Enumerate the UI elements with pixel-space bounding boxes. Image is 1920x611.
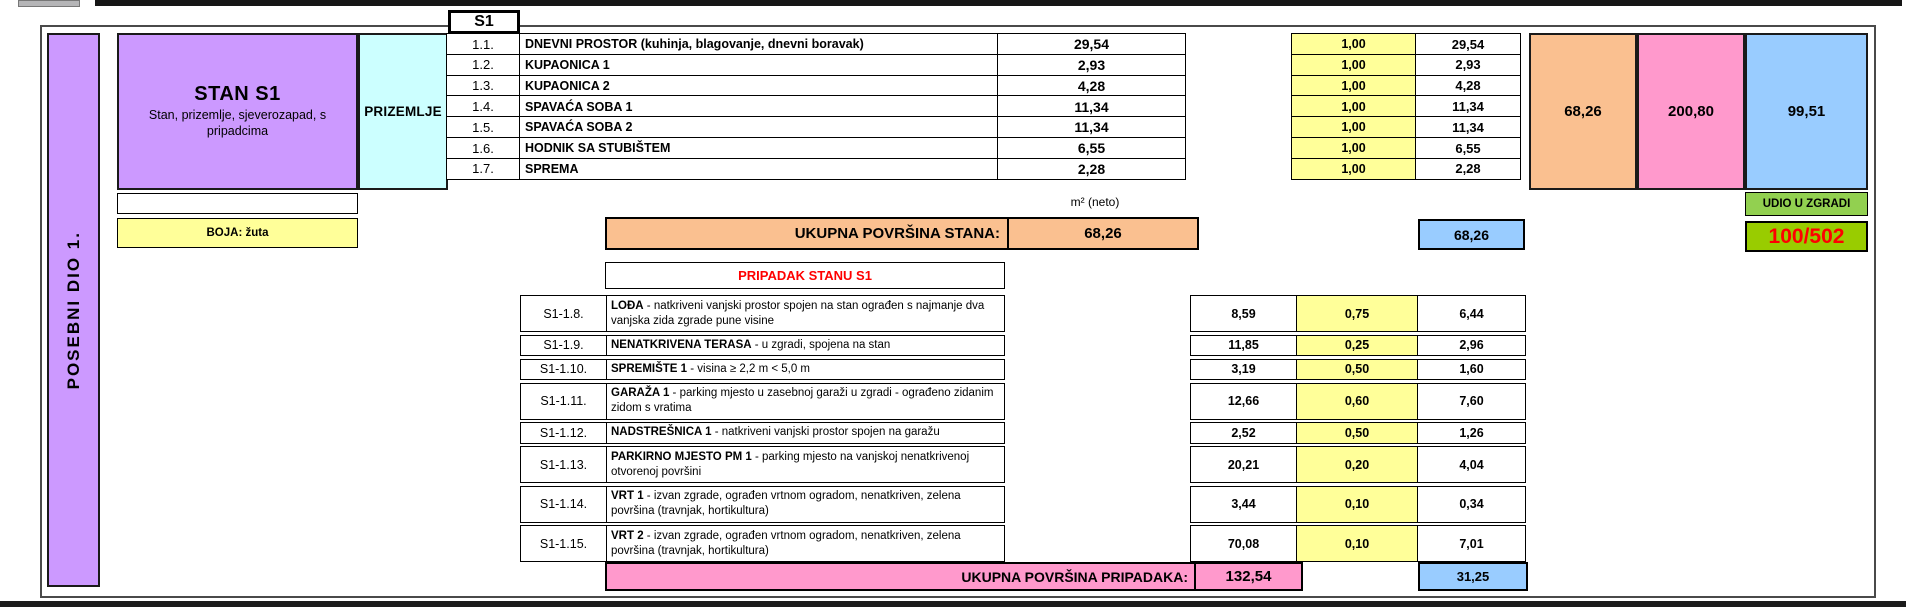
appurtenance-factor-cell: 0,25 <box>1296 336 1417 356</box>
room-factor-cell: 1,00 <box>1292 159 1415 179</box>
apartment-area-value: 68,26 <box>1564 103 1602 120</box>
reduced-area-value: 99,51 <box>1787 103 1826 120</box>
appurtenance-factor-cell: 0,20 <box>1296 447 1417 482</box>
room-name-cell: KUPAONICA 2 <box>519 76 997 96</box>
column-gap <box>1186 33 1291 55</box>
appurtenances-header-label: PRIPADAK STANU S1 <box>738 268 872 283</box>
column-gap <box>1005 486 1190 523</box>
appurtenance-number-cell: S1-1.14. <box>539 497 588 511</box>
total-area-value: 200,80 <box>1668 103 1714 120</box>
room-row-main-segment <box>446 137 1186 159</box>
appurtenance-row-values-segment <box>1190 335 1526 357</box>
column-gap <box>1005 422 1190 444</box>
floor-card <box>358 33 448 190</box>
appurtenances-header <box>605 262 1005 289</box>
room-row-factor-segment <box>1291 95 1521 117</box>
room-area-cell: 6,55 <box>997 138 1185 158</box>
appurtenance-row-values-segment <box>1190 486 1526 523</box>
column-gap <box>1186 158 1291 180</box>
room-row <box>446 95 1546 117</box>
appurtenance-description: - parking mjesto u zasebnoj garaži u zgradi - ograđeno zidanim zidom s vratima <box>611 387 994 414</box>
room-number-cell: 1.6. <box>472 140 494 156</box>
appurtenance-row-values-segment <box>1190 422 1526 444</box>
appurtenance-row-values-segment <box>1190 383 1526 420</box>
appurtenance-row-values-segment <box>1190 359 1526 381</box>
appurtenances-reduced-total-box <box>1418 562 1528 591</box>
column-gap <box>1186 95 1291 117</box>
room-reduced-area-cell: 11,34 <box>1415 117 1520 137</box>
appurtenance-term: PARKIRNO MJESTO PM 1 <box>611 450 752 463</box>
room-row <box>446 116 1546 138</box>
appurtenance-row-main-segment <box>520 295 1005 332</box>
appurtenance-reduced-area-cell: 7,01 <box>1417 526 1525 561</box>
previous-section-border <box>95 0 1902 6</box>
appurtenance-description-cell <box>606 360 1004 380</box>
appurtenance-reduced-area-cell: 0,34 <box>1417 487 1525 522</box>
appurtenance-area-cell: 3,19 <box>1231 362 1256 377</box>
room-reduced-area-cell: 11,34 <box>1415 96 1520 116</box>
appurtenance-description: - parking mjesto na vanjskoj nenatkrivenoj otvorenoj površini <box>611 450 970 478</box>
room-reduced-area-cell: 6,55 <box>1415 138 1520 158</box>
appurtenance-term: NENATKRIVENA TERASA <box>611 338 752 351</box>
appurtenance-row <box>520 359 1530 381</box>
section-label: POSEBNI DIO 1. <box>63 230 83 390</box>
appurtenance-area-cell: 11,85 <box>1228 338 1259 353</box>
room-number-cell: 1.7. <box>472 161 494 177</box>
room-factor-cell: 1,00 <box>1292 138 1415 158</box>
room-row-main-segment <box>446 158 1186 180</box>
appurtenance-row-values-segment <box>1190 295 1526 332</box>
apartment-total-value: 68,26 <box>1007 219 1197 248</box>
appurtenance-number-cell: S1-1.13. <box>539 457 588 472</box>
appurtenance-number-cell: S1-1.11. <box>540 394 587 408</box>
color-note-box <box>117 218 358 248</box>
room-factor-cell: 1,00 <box>1292 34 1415 54</box>
appurtenance-description-cell <box>606 296 1004 331</box>
room-name-cell: SPREMA <box>519 159 997 179</box>
room-row <box>446 75 1546 97</box>
column-gap <box>1005 359 1190 381</box>
appurtenance-description-cell <box>606 336 1004 356</box>
room-area-cell: 2,93 <box>997 55 1185 75</box>
apartment-area-block <box>1529 33 1637 190</box>
room-row <box>446 158 1546 180</box>
appurtenance-number-cell: S1-1.10. <box>539 362 588 377</box>
building-share-value: 100/502 <box>1768 224 1845 248</box>
appurtenance-factor-cell: 0,50 <box>1296 423 1417 443</box>
column-gap <box>1186 75 1291 97</box>
column-gap <box>1005 335 1190 357</box>
appurtenance-description-cell <box>606 526 1004 561</box>
room-row-main-segment <box>446 95 1186 117</box>
column-gap <box>1005 525 1190 562</box>
appurtenance-row-main-segment <box>520 422 1005 444</box>
appurtenance-factor-cell: 0,75 <box>1296 296 1417 331</box>
column-gap <box>1005 383 1190 420</box>
appurtenance-row <box>520 525 1530 562</box>
unit-note: m² (neto) <box>1070 195 1120 209</box>
room-area-cell: 2,28 <box>997 159 1185 179</box>
appurtenance-row-main-segment <box>520 486 1005 523</box>
appurtenance-reduced-area-cell: 7,60 <box>1417 384 1525 419</box>
room-area-cell: 29,54 <box>997 34 1185 54</box>
appurtenance-area-cell: 20,21 <box>1227 457 1260 472</box>
appurtenance-row <box>520 295 1530 332</box>
appurtenance-description-cell <box>606 384 1004 419</box>
apartment-title: STAN S1 <box>194 83 281 106</box>
apartment-subtitle: Stan, prizemlje, sjeverozapad, s pripadcima <box>148 108 327 138</box>
appurtenance-term: LOĐA <box>611 299 644 312</box>
appurtenance-row <box>520 335 1530 357</box>
apartment-card <box>117 33 358 190</box>
appurtenances-total-bar <box>605 562 1303 591</box>
room-reduced-area-cell: 4,28 <box>1415 76 1520 96</box>
appurtenance-area-cell: 2,52 <box>1231 425 1256 440</box>
appurtenance-area-cell: 70,08 <box>1227 536 1260 551</box>
appurtenance-description: - visina ≥ 2,2 m < 5,0 m <box>687 362 811 375</box>
column-gap <box>1005 446 1190 483</box>
appurtenance-row-values-segment <box>1190 446 1526 483</box>
room-row <box>446 54 1546 76</box>
appurtenances-total-label: UKUPNA POVRŠINA PRIPADAKA: <box>961 568 1188 585</box>
floor-label: PRIZEMLJE <box>364 104 442 119</box>
appurtenance-number-cell: S1-1.12. <box>539 425 588 440</box>
appurtenance-area-cell: 3,44 <box>1231 497 1256 511</box>
appurtenance-row-values-segment <box>1190 525 1526 562</box>
appurtenance-reduced-area-cell: 2,96 <box>1417 336 1525 356</box>
appurtenance-row-main-segment <box>520 383 1005 420</box>
room-row-factor-segment <box>1291 158 1521 180</box>
room-number-cell: 1.1. <box>472 36 494 52</box>
appurtenance-reduced-area-cell: 6,44 <box>1417 296 1525 331</box>
appurtenance-number-cell: S1-1.9. <box>543 338 584 353</box>
column-gap <box>1186 54 1291 76</box>
room-number-cell: 1.2. <box>472 57 494 73</box>
appurtenance-description-cell <box>606 447 1004 482</box>
appurtenances-total-value: 132,54 <box>1194 564 1301 589</box>
building-share-header <box>1745 192 1868 216</box>
reduced-area-block <box>1745 33 1868 190</box>
appurtenance-reduced-area-cell: 4,04 <box>1417 447 1525 482</box>
appurtenances-table <box>520 295 1530 565</box>
appurtenance-description: - natkriveni vanjski prostor spojen na stan ograđen s najmanje dva vanjska zida zgrade pune visine <box>611 299 985 327</box>
room-row <box>446 137 1546 159</box>
appurtenance-term: SPREMIŠTE 1 <box>611 362 688 375</box>
room-name-cell: SPAVAĆA SOBA 1 <box>519 96 997 116</box>
room-row-factor-segment <box>1291 54 1521 76</box>
room-name-cell: DNEVNI PROSTOR (kuhinja, blagovanje, dnevni boravak) <box>519 34 997 54</box>
room-area-cell: 11,34 <box>997 96 1185 116</box>
appurtenance-description-cell <box>606 423 1004 443</box>
room-row-factor-segment <box>1291 137 1521 159</box>
appurtenance-factor-cell: 0,50 <box>1296 360 1417 380</box>
room-factor-cell: 1,00 <box>1292 76 1415 96</box>
appurtenance-row-main-segment <box>520 525 1005 562</box>
room-name-cell: KUPAONICA 1 <box>519 55 997 75</box>
room-row-factor-segment <box>1291 33 1521 55</box>
room-row-factor-segment <box>1291 75 1521 97</box>
column-gap <box>1186 116 1291 138</box>
appurtenance-factor-cell: 0,10 <box>1296 526 1417 561</box>
appurtenance-row-main-segment <box>520 359 1005 381</box>
room-reduced-area-cell: 2,28 <box>1415 159 1520 179</box>
appurtenance-row <box>520 422 1530 444</box>
appurtenance-term: NADSTREŠNICA 1 <box>611 426 712 439</box>
appurtenance-row <box>520 486 1530 523</box>
appurtenance-number-cell: S1-1.8. <box>543 306 584 321</box>
room-name-cell: SPAVAĆA SOBA 2 <box>519 117 997 137</box>
building-share-label: UDIO U ZGRADI <box>1762 198 1851 210</box>
room-number-cell: 1.4. <box>472 99 494 115</box>
room-row <box>446 33 1546 55</box>
appurtenance-reduced-area-cell: 1,26 <box>1417 423 1525 443</box>
appurtenance-term: GARAŽA 1 <box>611 387 670 400</box>
unit-header-label: S1 <box>474 13 494 30</box>
room-row-main-segment <box>446 33 1186 55</box>
appurtenance-description: - izvan zgrade, ograđen vrtnom ogradom, nenatkriven, zelena površina (travnjak, hortikultura) <box>611 529 961 557</box>
appurtenance-description: - natkriveni vanjski prostor spojen na garažu <box>711 426 940 439</box>
appurtenance-description-cell <box>606 487 1004 522</box>
room-row-main-segment <box>446 54 1186 76</box>
appurtenance-factor-cell: 0,60 <box>1296 384 1417 419</box>
appurtenance-row <box>520 383 1530 420</box>
appurtenance-factor-cell: 0,10 <box>1296 487 1417 522</box>
room-number-cell: 1.3. <box>472 78 494 94</box>
room-name-cell: HODNIK SA STUBIŠTEM <box>519 138 997 158</box>
rooms-table <box>446 33 1546 180</box>
appurtenance-area-cell: 8,59 <box>1231 306 1256 321</box>
room-row-main-segment <box>446 116 1186 138</box>
room-factor-cell: 1,00 <box>1292 55 1415 75</box>
building-share-box <box>1745 221 1868 252</box>
next-section-border <box>0 601 1906 607</box>
apartment-total-bar <box>605 217 1199 250</box>
appurtenance-row-main-segment <box>520 446 1005 483</box>
appurtenance-row <box>520 446 1530 483</box>
column-gap <box>1186 137 1291 159</box>
room-row-main-segment <box>446 75 1186 97</box>
appurtenance-row-main-segment <box>520 335 1005 357</box>
room-reduced-area-cell: 2,93 <box>1415 55 1520 75</box>
appurtenance-reduced-area-cell: 1,60 <box>1417 360 1525 380</box>
empty-box <box>117 193 358 214</box>
apartment-total-label: UKUPNA POVRŠINA STANA: <box>794 225 1000 242</box>
room-area-cell: 11,34 <box>997 117 1185 137</box>
column-gap <box>1005 295 1190 332</box>
room-factor-cell: 1,00 <box>1292 117 1415 137</box>
room-number-cell: 1.5. <box>472 119 494 135</box>
appurtenance-description: - u zgradi, spojena na stan <box>751 338 891 351</box>
apartment-reduced-total-value: 68,26 <box>1453 226 1490 243</box>
room-factor-cell: 1,00 <box>1292 96 1415 116</box>
section-bar <box>47 33 100 587</box>
total-area-block <box>1637 33 1745 190</box>
appurtenances-reduced-total-value: 31,25 <box>1456 569 1490 584</box>
appurtenance-term: VRT 1 <box>611 490 644 503</box>
appurtenance-area-cell: 12,66 <box>1227 394 1260 408</box>
room-row-factor-segment <box>1291 116 1521 138</box>
color-note-label: BOJA: žuta <box>206 227 269 239</box>
previous-section-remnant <box>18 0 80 7</box>
room-area-cell: 4,28 <box>997 76 1185 96</box>
apartment-reduced-total-box <box>1418 219 1525 250</box>
appurtenance-term: VRT 2 <box>611 529 644 542</box>
unit-header-box <box>448 10 520 34</box>
appurtenance-description: - izvan zgrade, ograđen vrtnom ogradom, nenatkriven, zelena površina (travnjak, hortikultura) <box>611 490 961 517</box>
appurtenance-number-cell: S1-1.15. <box>539 536 588 551</box>
room-reduced-area-cell: 29,54 <box>1415 34 1520 54</box>
